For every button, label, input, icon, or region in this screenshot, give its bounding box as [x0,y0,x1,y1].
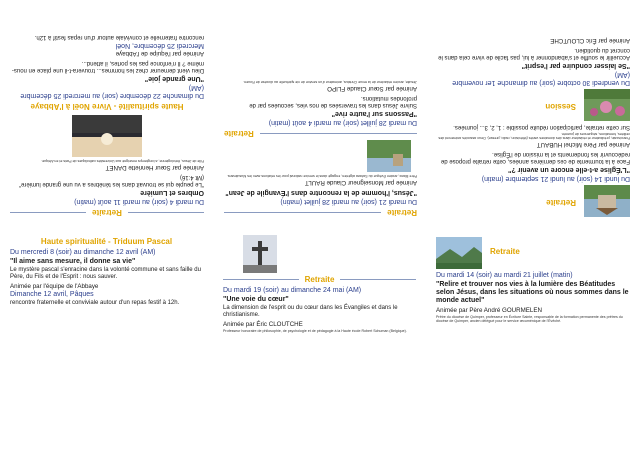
section-header: Retraite [304,275,335,284]
retreat-title: "Relire et trouver nos vies à la lumière des Béatitudes selon Jésus, dans les situations où nous sommes dans le monde actuel" [436,281,629,304]
retreat-title: "Une grande joie" [144,74,204,82]
retreat-animator: Animée par Père Michel HUBAUT [536,141,630,148]
section-header: Haute spiritualité - Vivre Noël à l'Abbaye [30,101,184,111]
header-row [224,129,417,138]
retreat-animator: Animée par Père André GOURMELEN [436,307,542,314]
retreat-title: "Passons sur l'autre rive" [331,109,417,117]
section-september-retreat [427,0,640,225]
divider [260,133,417,134]
section-july-retreats [214,0,427,225]
section-header: Retraite [387,208,417,217]
retreat-dates: Du mardi 14 (soir) au mardi 21 juillet (matin) [436,272,573,279]
event-description: rencontre fraternelle et conviviale autour d'un repas festif à 12h. [34,33,204,40]
retreat-description: Dieu vient demeurer chez les hommes... trouvera-t-il une place en nous-même ? Il n'enfonce pas les portes, il attend... [11,59,204,73]
retreat-animator: Animée par Monseigneur Claude RAULT [304,179,417,186]
header-row [223,275,416,284]
retreat-animator: Animée par Sœur Claude FLIPO [327,84,417,92]
cross-photo [243,235,277,273]
section-may-retreat [213,225,426,450]
session-title: "Se laisser conduire par l'esprit" [521,61,630,69]
retreat-description: La dimension de l'esprit ou du cœur dans les Évangiles et dans le christianisme. [223,305,398,318]
event-description: rencontre fraternelle et conviviale autour d'un repas festif à 12h. [10,300,180,306]
session-dates: Du vendredi 30 octobre (soir) au dimanche 1er novembre (AM) [452,70,630,86]
retreat-note: Sur cette retraite, participation réduite possible : 1, 2, 3... journées. [453,123,630,130]
retreat-dates: Du mardi 4 (soir) au mardi 11 août (matin) [74,198,204,205]
divider [340,279,416,280]
retreat-description: Face à la tourmente de ces dernières années, cette retraite propose de redécouvrir les fondements et la mission de l'Église. [440,151,630,164]
animator-bio: Père Blanc, ancien Évêque du Sahara algérien, engagé dans le service national pour les relations avec les Musulmans. [226,174,417,178]
retreat-dates: Du lundi 14 (soir) au lundi 21 septembre (matin) [481,175,630,182]
section-header: Retraite [490,247,520,256]
section-header: Retraite [546,198,576,207]
retreat-dates: Du mardi 21 (soir) au mardi 28 juillet (matin) [280,198,417,205]
animator-bio: Prêtre du diocèse de Quimper, professeur en Écriture Sainte, responsable de la formation permanente des prêtres du diocèse de Quimper, ancien délégué pour le service œcuménique de l'Évêché. [436,315,623,324]
retreat-title: "Jésus, l'homme de la rencontre dans l'Évangile de Jean" [225,189,417,196]
retreat-description: Le mystère pascal s'enracine dans la volonté commune et sans faille du Père, du Fils et de l'Esprit : nous sauver. [10,267,201,280]
flowers-photo [584,89,630,121]
divider [128,212,204,213]
section-header: Retraite [224,128,254,138]
animator-bio: Fille de Jésus, théologienne, a longtemps enseigné aux Universités catholiques de Paris et en Afrique. [41,159,204,163]
retreat-title: "Une voie du cœur" [223,296,289,303]
retreat-animator: Animée par Éric CLOUTCHE [223,321,303,328]
section-header: Haute spiritualité - Triduum Pascal [40,237,173,246]
retreat-description: "Le peuple qui se trouvait dans les ténèbres a vu une grande lumière" (Mt 4:16) [18,174,204,187]
animator-bio: Franciscain, prédicateur et rédacteur dans des domaines variés (télévision, radio, presse). Deux associés animeront des veillées, formations, séquences de journée. [438,131,630,140]
session-animator: Animée par Éric CLOUTCHE [550,36,630,44]
section-july-beatitudes [426,225,640,450]
divider [224,212,381,213]
retreat-animator: Animée par l'équipe de l'Abbaye [10,283,99,290]
sunset-photo [72,115,142,157]
retreat-title: "Il aime sans mesure, il donne sa vie" [10,258,136,265]
retreat-title: "L'Église a-t-elle encore un avenir ?" [508,166,630,173]
animator-bio: Jésuite, ancien rédacteur de la revue Christus, animateur d'un service de vie spirituelle au diocèse de Rouen. [243,79,417,84]
header-row [224,208,417,217]
retreat-animator: Animée par l'équipe de l'Abbaye [115,49,204,57]
event-date: Mercredi 25 décembre, Noël [115,41,204,49]
section-august-december [0,0,214,225]
garden-photo [367,140,411,172]
divider [223,279,299,280]
retreat-dates: Du mardi 28 juillet (soir) au mardi 4 août (matin) [268,118,417,126]
section-easter [0,225,213,450]
animator-bio: Professeur honoraire de philosophie, de psychologie et de pédagogie à la Haute école Robert Schuman (Belgique). [223,329,407,333]
landscape-photo [436,237,482,269]
retreat-dates: Du dimanche 22 décembre (soir) au mercredi 25 décembre (AM) [20,83,204,99]
retreat-description: Suivre Jésus dans les traversées de nos vies, secouées par de profondes mutations. [249,94,417,108]
chapel-photo [584,185,630,217]
retreat-animator: Animée par Sœur Henriette DANET [105,164,204,171]
retreat-dates: Du mercredi 8 (soir) au dimanche 12 avril (AM) [10,249,156,256]
section-header: Retraite [92,208,122,217]
event-date: Dimanche 12 avril, Pâques [10,291,94,298]
section-header: Session [545,101,576,111]
retreat-title: Ombres et Lumière [140,189,204,196]
header-row [10,208,204,217]
divider [10,212,86,213]
session-description: Accueillir le souffle et s'abandonner à lui, pas facile de vivre cela dans le concret du quotidien. [438,46,630,60]
bottom-panel [0,225,640,450]
retreat-dates: Du mardi 19 (soir) au dimanche 24 mai (AM) [223,287,362,294]
